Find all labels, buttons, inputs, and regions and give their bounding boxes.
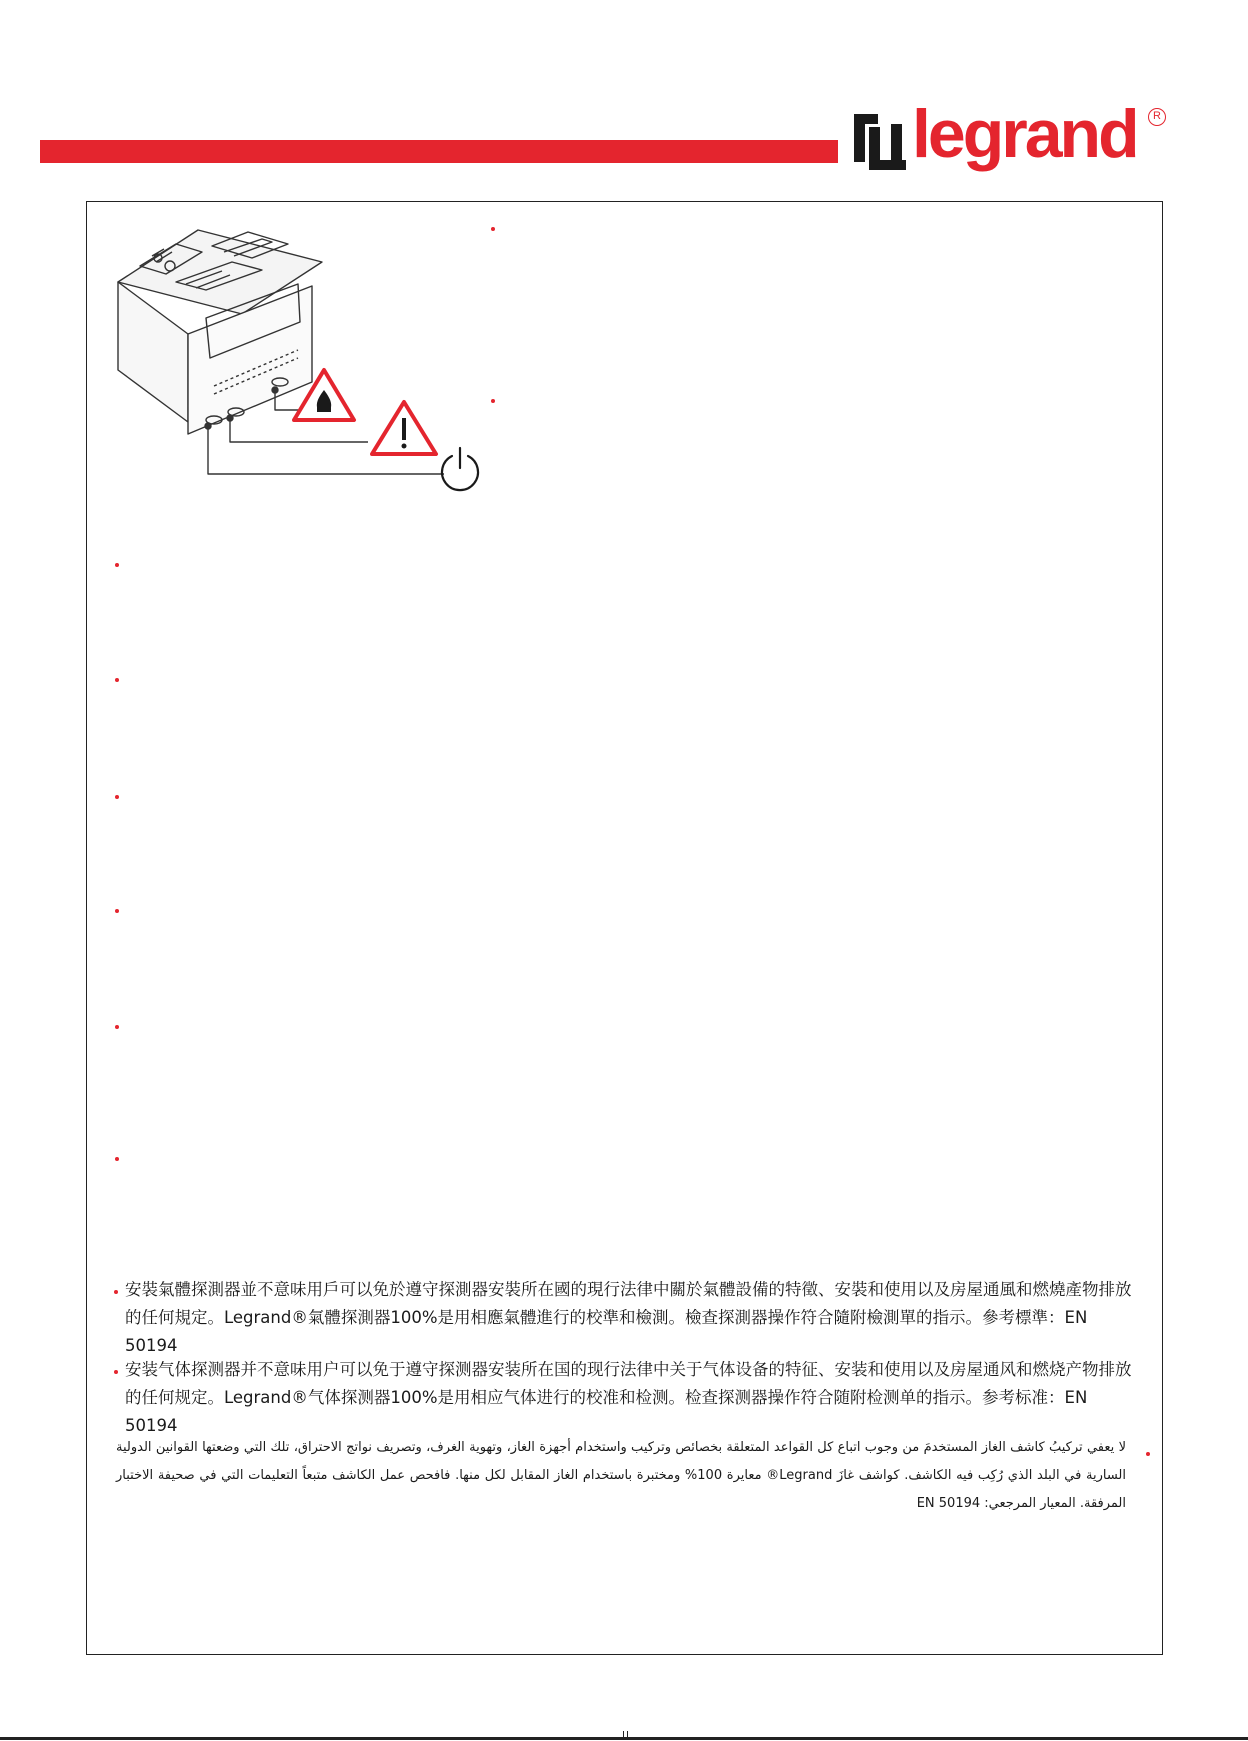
bullet-marker bbox=[115, 1025, 119, 1029]
bullet-marker bbox=[114, 1370, 118, 1374]
bottom-tick bbox=[623, 1731, 624, 1737]
notice-traditional-chinese bbox=[125, 1276, 1135, 1360]
bullet-marker bbox=[491, 227, 495, 231]
header-red-bar bbox=[40, 140, 838, 163]
bullet-marker bbox=[1146, 1452, 1150, 1456]
bullet-marker bbox=[115, 795, 119, 799]
legrand-logo bbox=[854, 96, 1144, 182]
bottom-tick bbox=[627, 1731, 628, 1737]
bottom-rule bbox=[0, 1737, 1248, 1740]
bullet-marker bbox=[115, 1157, 119, 1161]
notice-simplified-chinese bbox=[125, 1356, 1135, 1440]
bullet-marker bbox=[115, 678, 119, 682]
registered-mark: R bbox=[1148, 108, 1166, 126]
notice-arabic: لا يعفي تركيبُ كاشف الغاز المستخدمَ من وجوب اتباع كل القواعد المتعلقة بخصائص وتركيب واستخدام أجهزة الغاز، وتهوية الغرف، وتصريف نواتج الاحتراق، تلك التي وضعتها القوانين الدولية السارية في البلد الذي رُكِب فيه الكاشف. كواشف غازَ Legrand® معايرة 100% ومختبرة باستخدام الغاز المقابل لكل منها. فافحص عمل الكاشف متبعاً التعليمات التي في صحيفة الاختبار المرفقة. المعيار المرجعي: EN 50194 bbox=[116, 1440, 1127, 1511]
legrand-wordmark: legrand bbox=[912, 96, 1137, 172]
power-icon bbox=[442, 448, 478, 490]
bullet-marker bbox=[114, 1290, 118, 1294]
bullet-marker bbox=[115, 563, 119, 567]
bullet-marker bbox=[115, 909, 119, 913]
gas-detector-illustration bbox=[112, 222, 492, 492]
general-warning-icon bbox=[372, 402, 436, 454]
legrand-logo-mark-icon bbox=[854, 114, 906, 174]
bullet-marker bbox=[491, 399, 495, 403]
notice-traditional-chinese-text: 安裝氣體探測器並不意味用戶可以免於遵守探測器安裝所在國的現行法律中關於氣體設備的特徵、安裝和使用以及房屋通風和燃燒產物排放的任何規定。Legrand®氣體探測器100%是用相應氣體進行的校準和檢測。檢查探測器操作符合隨附檢測單的指示。參考標準：EN 50194 bbox=[125, 1280, 1132, 1355]
notice-simplified-chinese-text: 安装气体探测器并不意味用户可以免于遵守探测器安装所在国的现行法律中关于气体设备的特征、安装和使用以及房屋通风和燃烧产物排放的任何规定。Legrand®气体探测器100%是用相应气体进行的校准和检测。检查探测器操作符合随附检测单的指示。参考标准：EN 50194 bbox=[125, 1360, 1132, 1435]
